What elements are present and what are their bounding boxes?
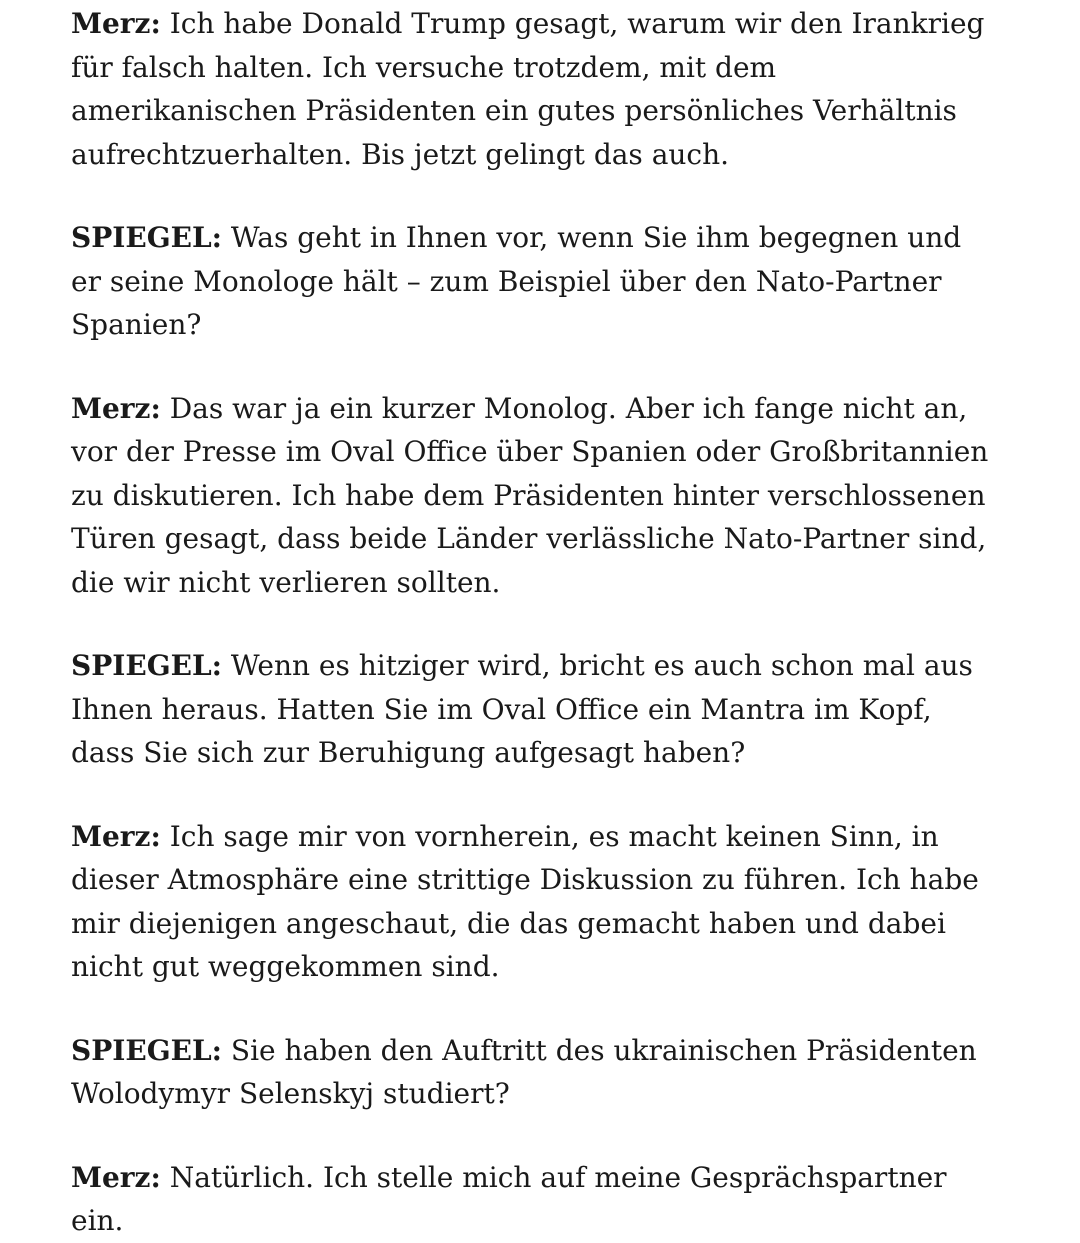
- speaker-label: Merz:: [71, 819, 161, 853]
- interview-paragraph: [71, 216, 991, 347]
- paragraph-text: Ich sage mir von vornherein, es macht keinen Sinn, in dieser Atmosphäre eine strittige Diskussion zu führen. Ich habe mir diejenigen angeschaut, die das gemacht haben und dabei nicht gut weggekommen sind.: [71, 819, 979, 983]
- paragraph-text: Das war ja ein kurzer Monolog. Aber ich fange nicht an, vor der Presse im Oval Office über Spanien oder Großbritannien zu diskutieren. Ich habe dem Präsidenten hinter verschlossenen Türen gesagt, dass beide Länder verlässliche Nato-Partner sind, die wir nicht verlieren sollten.: [71, 391, 989, 599]
- speaker-label: Merz:: [71, 1160, 161, 1194]
- interview-paragraph: [71, 644, 991, 775]
- paragraph-text: Was geht in Ihnen vor, wenn Sie ihm begegnen und er seine Monologe hält – zum Beispiel über den Nato-Partner Spanien?: [71, 221, 962, 341]
- paragraph-text: Wenn es hitziger wird, bricht es auch schon mal aus Ihnen heraus. Hatten Sie im Oval Office ein Mantra im Kopf, dass Sie sich zur Beruhigung aufgesagt haben?: [71, 649, 973, 769]
- interview-paragraph: [71, 1029, 991, 1116]
- speaker-label: Merz:: [71, 7, 161, 40]
- interview-paragraph: [71, 2, 991, 176]
- interview-paragraph: [71, 815, 991, 989]
- speaker-label: Merz:: [71, 391, 161, 425]
- paragraph-text: Natürlich. Ich stelle mich auf meine Gesprächspartner ein.: [71, 1160, 947, 1237]
- interview-paragraph: [71, 1156, 991, 1243]
- speaker-label: SPIEGEL:: [71, 221, 222, 254]
- speaker-label: SPIEGEL:: [71, 649, 222, 682]
- interview-paragraph: [71, 387, 991, 605]
- paragraph-text: Ich habe Donald Trump gesagt, warum wir den Irankrieg für falsch halten. Ich versuche trotzdem, mit dem amerikanischen Präsidenten ein gutes persönliches Verhältnis aufrechtzuerhalten. Bis jetzt gelingt das auch.: [71, 7, 985, 171]
- paragraph-list: [71, 2, 991, 1243]
- speaker-label: SPIEGEL:: [71, 1033, 222, 1067]
- paragraph-text: Sie haben den Auftritt des ukrainischen Präsidenten Wolodymyr Selenskyj studiert?: [71, 1033, 977, 1110]
